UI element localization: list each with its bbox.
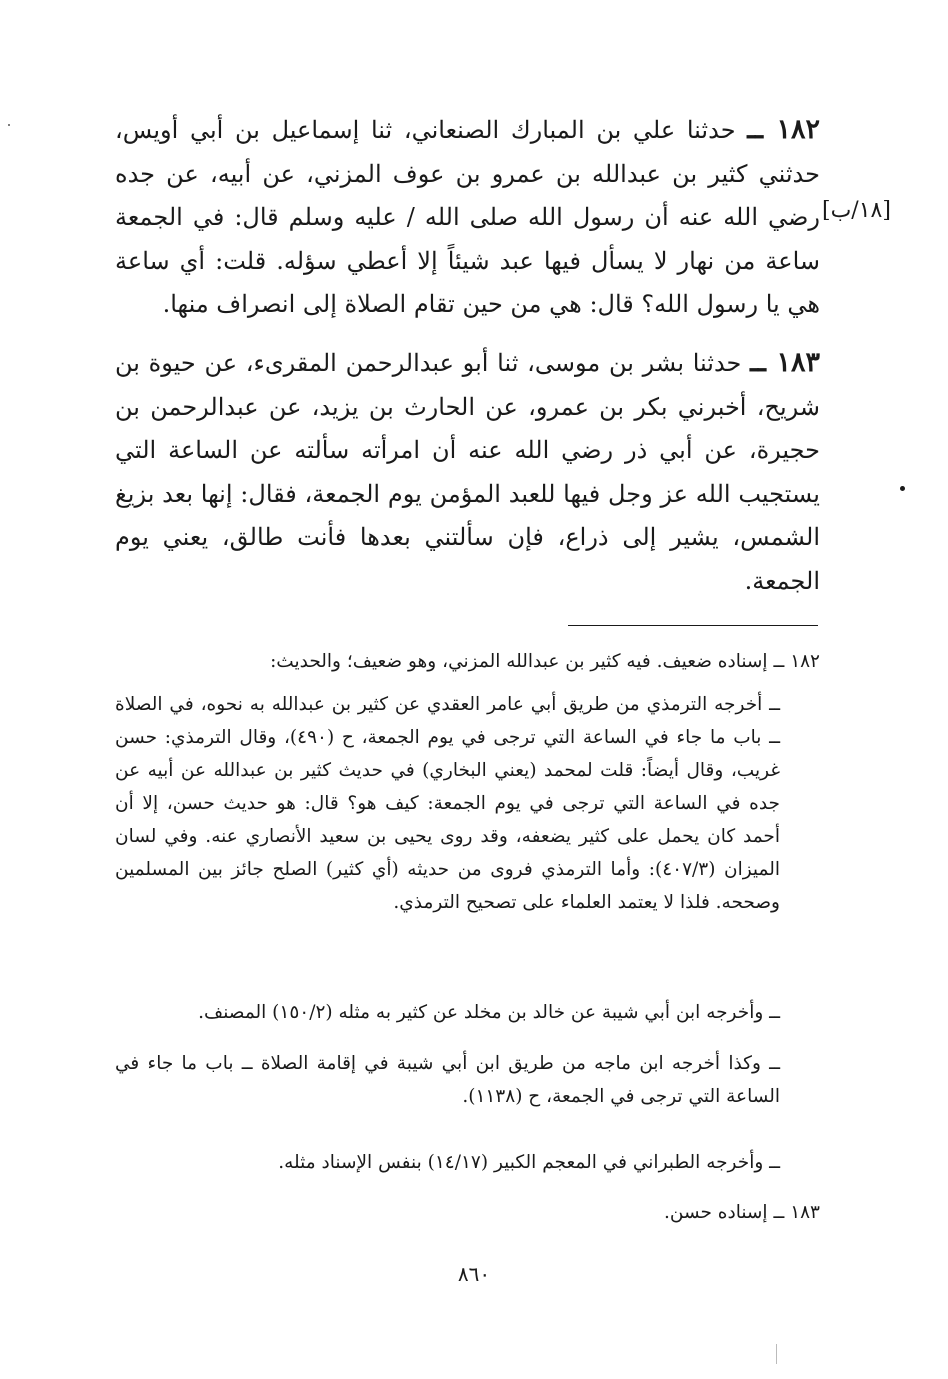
footnote-182-ibn-majah: ــ وكذا أخرجه ابن ماجه من طريق ابن أبي شيبة في إقامة الصلاة ــ باب ما جاء في الساعة التي ترجى في الجمعة، ح (١١٣٨). bbox=[115, 1053, 780, 1107]
hadith-182-paragraph bbox=[115, 108, 820, 327]
footnote-183: ١٨٣ ــ إسناده حسن. bbox=[664, 1202, 820, 1223]
footnote-182-tirmidhi: ــ أخرجه الترمذي من طريق أبي عامر العقدي عن كثير بن عبدالله به نحوه، في الصلاة ــ باب ما جاء في الساعة التي ترجى في يوم الجمعة، ح (٤٩٠)، وقال الترمذي: حسن غريب، وقال أيضاً: قلت لمحمد (يعني البخاري) في حديث كثير بن عبدالله عن أبيه عن جده في الساعة التي ترجى في يوم الجمعة: كيف هو؟ قال: هو حديث حسن، إلا أن أحمد كان يحمل على كثير يضعفه، وقد روى يحيى بن سعيد الأنصاري عنه. وفي لسان الميزان (٤٠٧/٣): وأما الترمذي فروى من حديثه (أي كثير) الصلح جائز بين المسلمين وصححه. فلذا لا يعتمد العلماء على تصحيح الترمذي. bbox=[115, 694, 780, 913]
hadith-183-text: حدثنا بشر بن موسى، ثنا أبو عبدالرحمن المقرىء، عن حيوة بن شريح، أخبرني بكر بن عمرو، عن الحارث بن يزيد، عن عبدالرحمن بن حجيرة، عن أبي ذر رضي الله عنه أن امرأته سألته عن الساعة التي يستجيب الله عز وجل فيها للعبد المؤمن يوم الجمعة، فقال: إنها بعد بزيغ الشمس، يشير إلى ذراع، فإن سألتني بعدها فأنت طالق، يعني يوم الجمعة. bbox=[115, 349, 820, 595]
footnote-182-ibn-abi-shaybah: ــ وأخرجه ابن أبي شيبة عن خالد بن مخلد عن كثير به مثله (١٥٠/٢) المصنف. bbox=[198, 1002, 780, 1023]
hadith-182-text: حدثنا علي بن المبارك الصنعاني، ثنا إسماعيل بن أبي أويس، حدثني كثير بن عبدالله بن عمرو بن عوف المزني، عن أبيه، عن جده رضي الله عنه أن رسول الله صلى الله / عليه وسلم قال: في الجمعة ساعة من نهار لا يسأل فيها عبد شيئاً إلا أعطي سؤله. قلت: أي ساعة هي يا رسول الله؟ قال: هي من حين تقام الصلاة إلى انصراف منها. bbox=[115, 116, 820, 318]
footnote-separator bbox=[568, 625, 818, 626]
scan-speck bbox=[8, 124, 10, 126]
margin-dot bbox=[900, 486, 905, 491]
scan-speck bbox=[776, 1344, 777, 1364]
hadith-183-paragraph bbox=[115, 341, 820, 603]
footnote-182-heading: ١٨٢ ــ إسناده ضعيف. فيه كثير بن عبدالله المزني، وهو ضعيف؛ والحديث: bbox=[270, 651, 820, 672]
footnote-182-tabarani: ــ وأخرجه الطبراني في المعجم الكبير (١٤/١٧) بنفس الإسناد مثله. bbox=[278, 1152, 780, 1173]
page-number: ٨٦٠ bbox=[457, 1262, 491, 1286]
hadith-182-number: ١٨٢ ــ bbox=[747, 114, 820, 145]
hadith-183-number: ١٨٣ ــ bbox=[750, 347, 820, 378]
manuscript-folio-note: [١٨/ب] bbox=[822, 198, 891, 223]
